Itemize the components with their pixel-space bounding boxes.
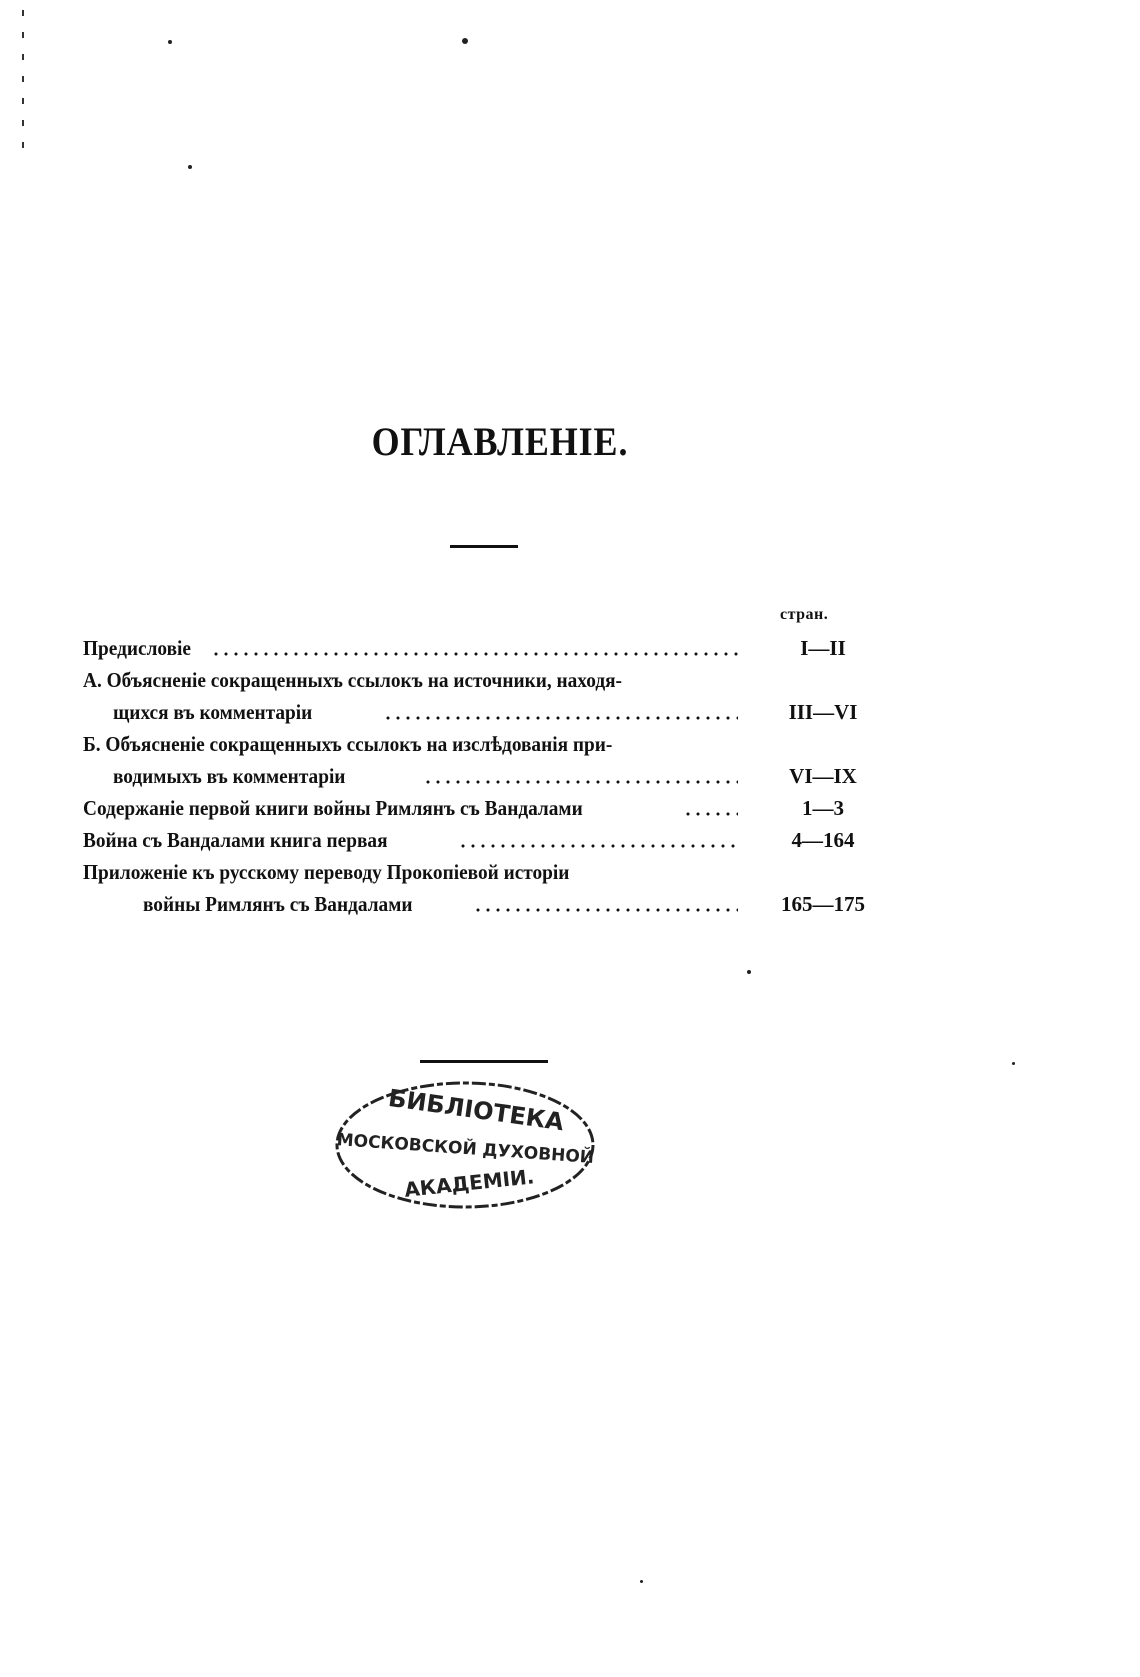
toc-entry-contents-book1: [83, 792, 883, 824]
scan-speck: [462, 38, 468, 44]
stamp-line-1: БИБЛІОТЕКА: [386, 1083, 566, 1137]
scan-speck: [640, 1580, 643, 1583]
dot-leader: [473, 908, 738, 912]
stamp-line-2: МОСКОВСКОЙ ДУХОВНОЙ: [336, 1130, 595, 1168]
toc-entry-text: Война съ Вандалами книга первая: [83, 828, 388, 852]
dot-leader: [211, 652, 738, 656]
toc-entry-appendix-line2: [83, 888, 883, 920]
toc-entry-pages: I—II: [800, 636, 846, 660]
toc-entry-research-abbrev-line2: [83, 760, 883, 792]
stamp-line-3: АКАДЕМІИ.: [403, 1164, 536, 1202]
end-divider: [420, 1060, 548, 1063]
toc-entry-text: Б. Объясненіе сокращенныхъ ссылокъ на изслѣдованія при-: [83, 732, 613, 756]
scan-edge-mark: [22, 10, 24, 160]
toc-entry-pages: 165—175: [781, 892, 865, 916]
toc-entry-war-book1: [83, 824, 883, 856]
table-of-contents: [83, 632, 883, 920]
page-title: ОГЛАВЛЕНІЕ.: [371, 419, 629, 464]
toc-entry-pages: 1—3: [802, 796, 844, 820]
toc-entry-research-abbrev-line1: [83, 728, 883, 760]
scan-speck: [188, 165, 192, 169]
title-divider: [450, 545, 518, 548]
scan-speck: [168, 40, 172, 44]
toc-entry-appendix-line1: [83, 856, 883, 888]
dot-leader: [683, 812, 738, 816]
toc-entry-pages: VI—IX: [789, 764, 857, 788]
dot-leader: [383, 716, 738, 720]
toc-entry-text: щихся въ комментаріи: [113, 700, 313, 724]
dot-leader: [458, 844, 738, 848]
dot-leader: [423, 780, 738, 784]
toc-entry-text: водимыхъ въ комментаріи: [113, 764, 346, 788]
library-stamp: [330, 1070, 600, 1220]
toc-entry-pages: 4—164: [791, 828, 855, 852]
toc-entry-pages: III—VI: [788, 700, 858, 724]
toc-entry-text: Приложеніе къ русскому переводу Прокопіевой исторіи: [83, 860, 570, 884]
toc-entry-text: Содержаніе первой книги войны Римлянъ съ Вандалами: [83, 796, 583, 820]
pages-column-header: стран.: [780, 606, 829, 623]
scan-speck: [747, 970, 751, 974]
toc-entry-preface: [83, 632, 883, 664]
toc-entry-sources-abbrev-line1: [83, 664, 883, 696]
toc-entry-text: А. Объясненіе сокращенныхъ ссылокъ на источники, находя-: [83, 668, 622, 692]
toc-entry-sources-abbrev-line2: [83, 696, 883, 728]
scan-speck: [1012, 1062, 1015, 1065]
toc-entry-text: войны Римлянъ съ Вандалами: [143, 892, 413, 916]
toc-entry-text: Предисловіе: [83, 636, 191, 660]
